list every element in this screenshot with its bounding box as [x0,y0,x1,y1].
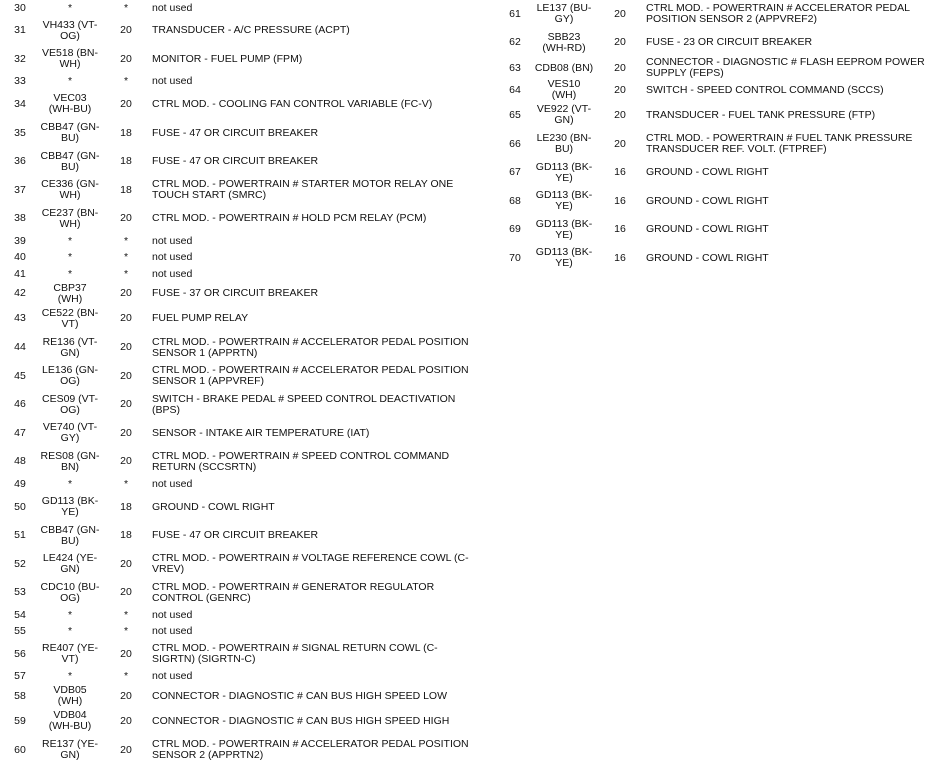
function-cell: SWITCH - SPEED CONTROL COMMAND (SCCS) [646,83,884,96]
pin-cell: 31 [14,24,26,37]
pin-cell: 56 [14,647,26,660]
function-cell: CTRL MOD. - POWERTRAIN # SPEED CONTROL COMMAND RETURN (SCCSRTN) [152,449,450,473]
gauge-cell: 18 [120,126,132,139]
circuit-cell: VEC03 (WH-BU) [48,92,92,116]
function-cell: not used [152,1,193,14]
table-row [0,476,470,493]
circuit-cell: VH433 (VT-OG) [42,18,98,42]
pin-cell: 68 [509,194,521,207]
function-cell: CTRL MOD. - POWERTRAIN # STARTER MOTOR RELAY ONE TOUCH START (SMRC) [152,178,454,202]
pin-cell: 57 [14,670,26,683]
function-cell: CTRL MOD. - POWERTRAIN # ACCELERATOR PEDAL POSITION SENSOR 2 (APPRTN2) [152,738,469,762]
circuit-cell: CES09 (VT-OG) [41,392,99,416]
gauge-cell: 20 [120,689,132,702]
pin-cell: 34 [14,97,26,110]
table-row [0,521,470,550]
circuit-cell: LE424 (YE-GN) [42,552,98,576]
circuit-cell: GD113 (BK-YE) [41,495,99,519]
pin-cell: 55 [14,625,26,638]
circuit-cell: VES10 (WH) [547,78,581,102]
table-row [0,333,470,362]
pin-cell: 66 [509,137,521,150]
pin-cell: 59 [14,714,26,727]
function-cell: CTRL MOD. - POWERTRAIN # HOLD PCM RELAY (PCM) [152,212,427,225]
gauge-cell: 20 [120,97,132,110]
function-cell: TRANSDUCER - FUEL TANK PRESSURE (FTP) [646,108,876,121]
circuit-cell: CBB47 (GN-BU) [40,121,100,145]
circuit-cell: * [67,234,73,247]
gauge-cell: 20 [614,108,626,121]
table-row [0,607,470,624]
table-row [0,493,470,522]
pin-cell: 49 [14,477,26,490]
function-cell: CONNECTOR - DIAGNOSTIC # CAN BUS HIGH SPEED HIGH [152,714,450,727]
function-cell: SWITCH - BRAKE PEDAL # SPEED CONTROL DEACTIVATION (BPS) [152,392,456,416]
pin-cell: 63 [509,61,521,74]
gauge-cell: 20 [120,647,132,660]
circuit-cell: CE237 (BN-WH) [41,206,99,230]
gauge-cell: 20 [120,714,132,727]
pin-cell: 67 [509,166,521,179]
table-row [0,176,470,205]
circuit-cell: CDB08 (BN) [534,61,594,74]
pin-cell: 38 [14,212,26,225]
function-cell: CTRL MOD. - POWERTRAIN # SIGNAL RETURN COWL (C-SIGRTN) (SIGRTN-C) [152,642,438,666]
gauge-cell: 18 [120,529,132,542]
function-cell: MONITOR - FUEL PUMP (FPM) [152,52,303,65]
gauge-cell: * [123,625,129,638]
circuit-cell: CE522 (BN-VT) [41,306,99,330]
circuit-cell: VDB05 (WH) [53,684,87,708]
circuit-cell: CBP37 (WH) [53,281,87,305]
pin-cell: 70 [509,251,521,264]
circuit-cell: LE230 (BN-BU) [536,132,592,156]
circuit-cell: CBB47 (GN-BU) [40,523,100,547]
gauge-cell: 20 [614,83,626,96]
table-row [0,669,470,686]
function-cell: not used [152,251,193,264]
table-row [0,550,470,579]
pin-cell: 50 [14,500,26,513]
function-cell: GROUND - COWL RIGHT [646,194,769,207]
pin-cell: 51 [14,529,26,542]
circuit-cell: RES08 (GN-BN) [40,449,100,473]
function-cell: CTRL MOD. - POWERTRAIN # GENERATOR REGULATOR CONTROL (GENRC) [152,580,435,604]
circuit-cell: * [67,251,73,264]
table-row [0,736,470,765]
circuit-cell: * [67,608,73,621]
gauge-cell: 20 [120,455,132,468]
table-row [496,101,946,130]
table-row [0,579,470,608]
circuit-cell: * [67,1,73,14]
gauge-cell: 20 [120,287,132,300]
table-row [0,250,470,267]
table-row [0,685,470,707]
circuit-cell: RE136 (VT-GN) [42,335,98,359]
function-cell: FUSE - 47 OR CIRCUIT BREAKER [152,155,319,168]
gauge-cell: 20 [120,212,132,225]
gauge-cell: 16 [614,166,626,179]
pin-cell: 69 [509,223,521,236]
gauge-cell: 18 [120,155,132,168]
circuit-cell: LE136 (GN-OG) [41,364,99,388]
table-row [0,74,470,91]
circuit-cell: * [67,75,73,88]
gauge-cell: * [123,267,129,280]
gauge-cell: * [123,1,129,14]
circuit-cell: * [67,477,73,490]
pin-cell: 37 [14,183,26,196]
circuit-cell: GD113 (BK-YE) [535,217,593,241]
table-row [0,205,470,234]
gauge-cell: 20 [120,341,132,354]
pinout-table-left [0,0,470,764]
gauge-cell: 16 [614,251,626,264]
table-row [496,29,946,58]
table-row [0,624,470,641]
pin-cell: 47 [14,426,26,439]
gauge-cell: 20 [120,369,132,382]
table-row [0,283,470,305]
circuit-cell: VDB04 (WH-BU) [48,709,92,733]
pin-cell: 53 [14,586,26,599]
circuit-cell: * [67,625,73,638]
pin-cell: 54 [14,608,26,621]
gauge-cell: 20 [614,61,626,74]
circuit-cell: SBB23 (WH-RD) [542,30,586,54]
function-cell: FUSE - 47 OR CIRCUIT BREAKER [152,529,319,542]
function-cell: CTRL MOD. - POWERTRAIN # ACCELERATOR PEDAL POSITION SENSOR 1 (APPRTN) [152,335,469,359]
function-cell: FUSE - 37 OR CIRCUIT BREAKER [152,287,319,300]
gauge-cell: 16 [614,194,626,207]
circuit-cell: VE922 (VT-GN) [536,103,592,127]
pin-cell: 40 [14,251,26,264]
pinout-table-right [496,0,946,273]
table-row [496,158,946,187]
function-cell: CTRL MOD. - POWERTRAIN # ACCELERATOR PEDAL POSITION SENSOR 1 (APPVREF) [152,364,469,388]
table-row [0,90,470,119]
gauge-cell: 20 [614,7,626,20]
table-row [0,640,470,669]
table-row [0,362,470,391]
table-row [496,57,946,79]
pin-cell: 35 [14,126,26,139]
pinout-rows-left [0,0,470,764]
gauge-cell: 20 [120,312,132,325]
gauge-cell: 20 [120,586,132,599]
function-cell: not used [152,234,193,247]
circuit-cell: CBB47 (GN-BU) [40,149,100,173]
function-cell: GROUND - COWL RIGHT [646,251,769,264]
function-cell: GROUND - COWL RIGHT [646,166,769,179]
circuit-cell: CDC10 (BU-OG) [40,580,100,604]
function-cell: not used [152,608,193,621]
pin-cell: 42 [14,287,26,300]
gauge-cell: 20 [120,743,132,756]
gauge-cell: 16 [614,223,626,236]
function-cell: not used [152,477,193,490]
gauge-cell: * [123,234,129,247]
function-cell: CTRL MOD. - POWERTRAIN # ACCELERATOR PEDAL POSITION SENSOR 2 (APPVREF2) [646,2,910,26]
pin-cell: 41 [14,267,26,280]
circuit-cell: CE336 (GN-WH) [41,178,99,202]
table-row [0,305,470,334]
function-cell: CONNECTOR - DIAGNOSTIC # FLASH EEPROM POWER SUPPLY (FEPS) [646,56,925,80]
circuit-cell: * [67,267,73,280]
pin-cell: 43 [14,312,26,325]
function-cell: CTRL MOD. - COOLING FAN CONTROL VARIABLE (FC-V) [152,97,433,110]
pin-cell: 32 [14,52,26,65]
table-row [0,233,470,250]
pin-cell: 33 [14,75,26,88]
table-row [0,266,470,283]
gauge-cell: 20 [120,398,132,411]
pin-cell: 65 [509,108,521,121]
pin-cell: 61 [509,7,521,20]
function-cell: not used [152,75,193,88]
gauge-cell: * [123,477,129,490]
function-cell: SENSOR - INTAKE AIR TEMPERATURE (IAT) [152,426,370,439]
circuit-cell: * [67,670,73,683]
function-cell: CONNECTOR - DIAGNOSTIC # CAN BUS HIGH SPEED LOW [152,689,448,702]
table-row [0,17,470,46]
circuit-cell: RE407 (YE-VT) [41,642,99,666]
function-cell: not used [152,625,193,638]
function-cell: FUSE - 47 OR CIRCUIT BREAKER [152,126,319,139]
function-cell: GROUND - COWL RIGHT [646,223,769,236]
function-cell: not used [152,670,193,683]
function-cell: TRANSDUCER - A/C PRESSURE (ACPT) [152,24,350,37]
circuit-cell: VE740 (VT-GY) [42,421,98,445]
pin-cell: 46 [14,398,26,411]
pin-cell: 36 [14,155,26,168]
gauge-cell: 20 [120,557,132,570]
gauge-cell: 20 [120,52,132,65]
table-row [496,187,946,216]
pin-cell: 39 [14,234,26,247]
function-cell: FUEL PUMP RELAY [152,312,249,325]
function-cell: CTRL MOD. - POWERTRAIN # FUEL TANK PRESSURE TRANSDUCER REF. VOLT. (FTPREF) [646,132,913,156]
pin-cell: 48 [14,455,26,468]
gauge-cell: 18 [120,500,132,513]
pin-cell: 60 [14,743,26,756]
circuit-cell: VE518 (BN-WH) [41,47,99,71]
circuit-cell: GD113 (BK-YE) [535,160,593,184]
table-row [0,419,470,448]
table-row [0,707,470,736]
table-row [496,0,946,29]
table-row [496,130,946,159]
gauge-cell: * [123,608,129,621]
pin-cell: 58 [14,689,26,702]
table-row [496,216,946,245]
pin-cell: 52 [14,557,26,570]
circuit-cell: LE137 (BU-GY) [536,2,592,26]
pinout-rows-right [496,0,946,273]
pin-cell: 45 [14,369,26,382]
table-row [0,147,470,176]
pin-cell: 44 [14,341,26,354]
gauge-cell: 18 [120,183,132,196]
gauge-cell: 20 [120,24,132,37]
table-row [496,244,946,273]
pin-cell: 62 [509,36,521,49]
table-row [0,119,470,148]
gauge-cell: * [123,670,129,683]
circuit-cell: RE137 (YE-GN) [41,738,99,762]
table-row [0,0,470,17]
pin-cell: 30 [14,1,26,14]
table-row [496,79,946,101]
gauge-cell: 20 [614,137,626,150]
function-cell: not used [152,267,193,280]
circuit-cell: GD113 (BK-YE) [535,246,593,270]
function-cell: GROUND - COWL RIGHT [152,500,275,513]
table-row [0,45,470,74]
gauge-cell: 20 [614,36,626,49]
gauge-cell: 20 [120,426,132,439]
pin-cell: 64 [509,83,521,96]
circuit-cell: GD113 (BK-YE) [535,189,593,213]
gauge-cell: * [123,75,129,88]
table-row [0,390,470,419]
gauge-cell: * [123,251,129,264]
function-cell: FUSE - 23 OR CIRCUIT BREAKER [646,36,813,49]
function-cell: CTRL MOD. - POWERTRAIN # VOLTAGE REFERENCE COWL (C-VREV) [152,552,469,576]
table-row [0,448,470,477]
